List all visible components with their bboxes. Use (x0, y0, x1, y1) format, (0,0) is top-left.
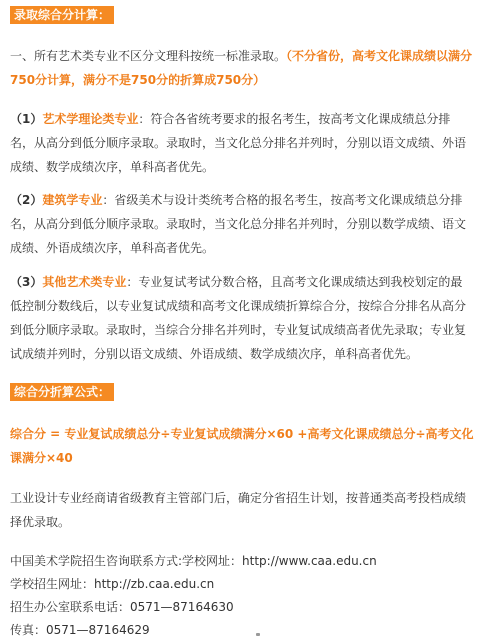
admission-rule-3 (10, 270, 474, 366)
intro-text: 一、所有艺术类专业不区分文理科按统一标准录取。 (10, 49, 287, 63)
intro-note: （不分省份，高考文化课成绩以满分750分计算，满分不是750分的折算成750分） (10, 49, 473, 87)
contact-admission-site: 学校招生网址：http://zb.caa.edu.cn (10, 577, 215, 591)
rule-number: （2） (10, 193, 43, 207)
rule-text: ：符合各省统考要求的报名考生，按高考文化课成绩总分排名，从高分到低分顺序录取。录取时，当文化总分排名并列时，分别以语文成绩、外语成绩、数学成绩次序，单科高者优先。 (10, 112, 467, 174)
rule-major: 其他艺术类专业 (42, 275, 127, 289)
section-heading-formula (10, 383, 114, 401)
intro-paragraph (10, 44, 474, 92)
contact-website: 中国美术学院招生咨询联系方式:学校网址：http://www.caa.edu.cn (10, 554, 377, 568)
rule-text: ：专业复试考试分数合格，且高考文化课成绩达到我校划定的最低控制分数线后，以专业复试成绩和高考文化课成绩折算综合分，按综合分排名从高分到低分顺序录取。录取时，当综合分排名并列时，专业复试成绩高者优先录取；专业复试成绩并列时，分别以语文成绩、外语成绩、数学成绩次序，单科高者优先。 (10, 275, 467, 361)
section-heading-admission (10, 6, 114, 24)
contact-phone: 招生办公室联系电话：0571—87164630 (10, 600, 234, 614)
rule-number: （3） (10, 275, 43, 289)
rule-number: （1） (10, 112, 43, 126)
formula-text: 综合分 = 专业复试成绩总分÷专业复试成绩满分×60 +高考文化课成绩总分÷高考文化课满分×40 (10, 427, 474, 465)
decorative-dot (256, 633, 260, 636)
rule-text: ：省级美术与设计类统考合格的报名考生，按高考文化课成绩总分排名，从高分到低分顺序录取。录取时，当文化总分排名并列时，分别以数学成绩、语文成绩、外语成绩次序，单科高者优先。 (10, 193, 467, 255)
admission-rule-2 (10, 188, 474, 260)
contact-fax: 传真：0571—87164629 (10, 623, 150, 637)
admission-rule-1 (10, 107, 474, 179)
rule-major: 艺术学理论类专业 (42, 112, 139, 126)
heading-tag: 录取综合分计算： (10, 6, 114, 24)
heading-tag: 综合分折算公式： (10, 383, 114, 401)
contact-block (10, 550, 377, 642)
rule-major: 建筑学专业 (42, 193, 103, 207)
industrial-design-note: 工业设计专业经商请省级教育主管部门后，确定分省招生计划，按普通类高考投档成绩择优录取。 (10, 491, 467, 529)
